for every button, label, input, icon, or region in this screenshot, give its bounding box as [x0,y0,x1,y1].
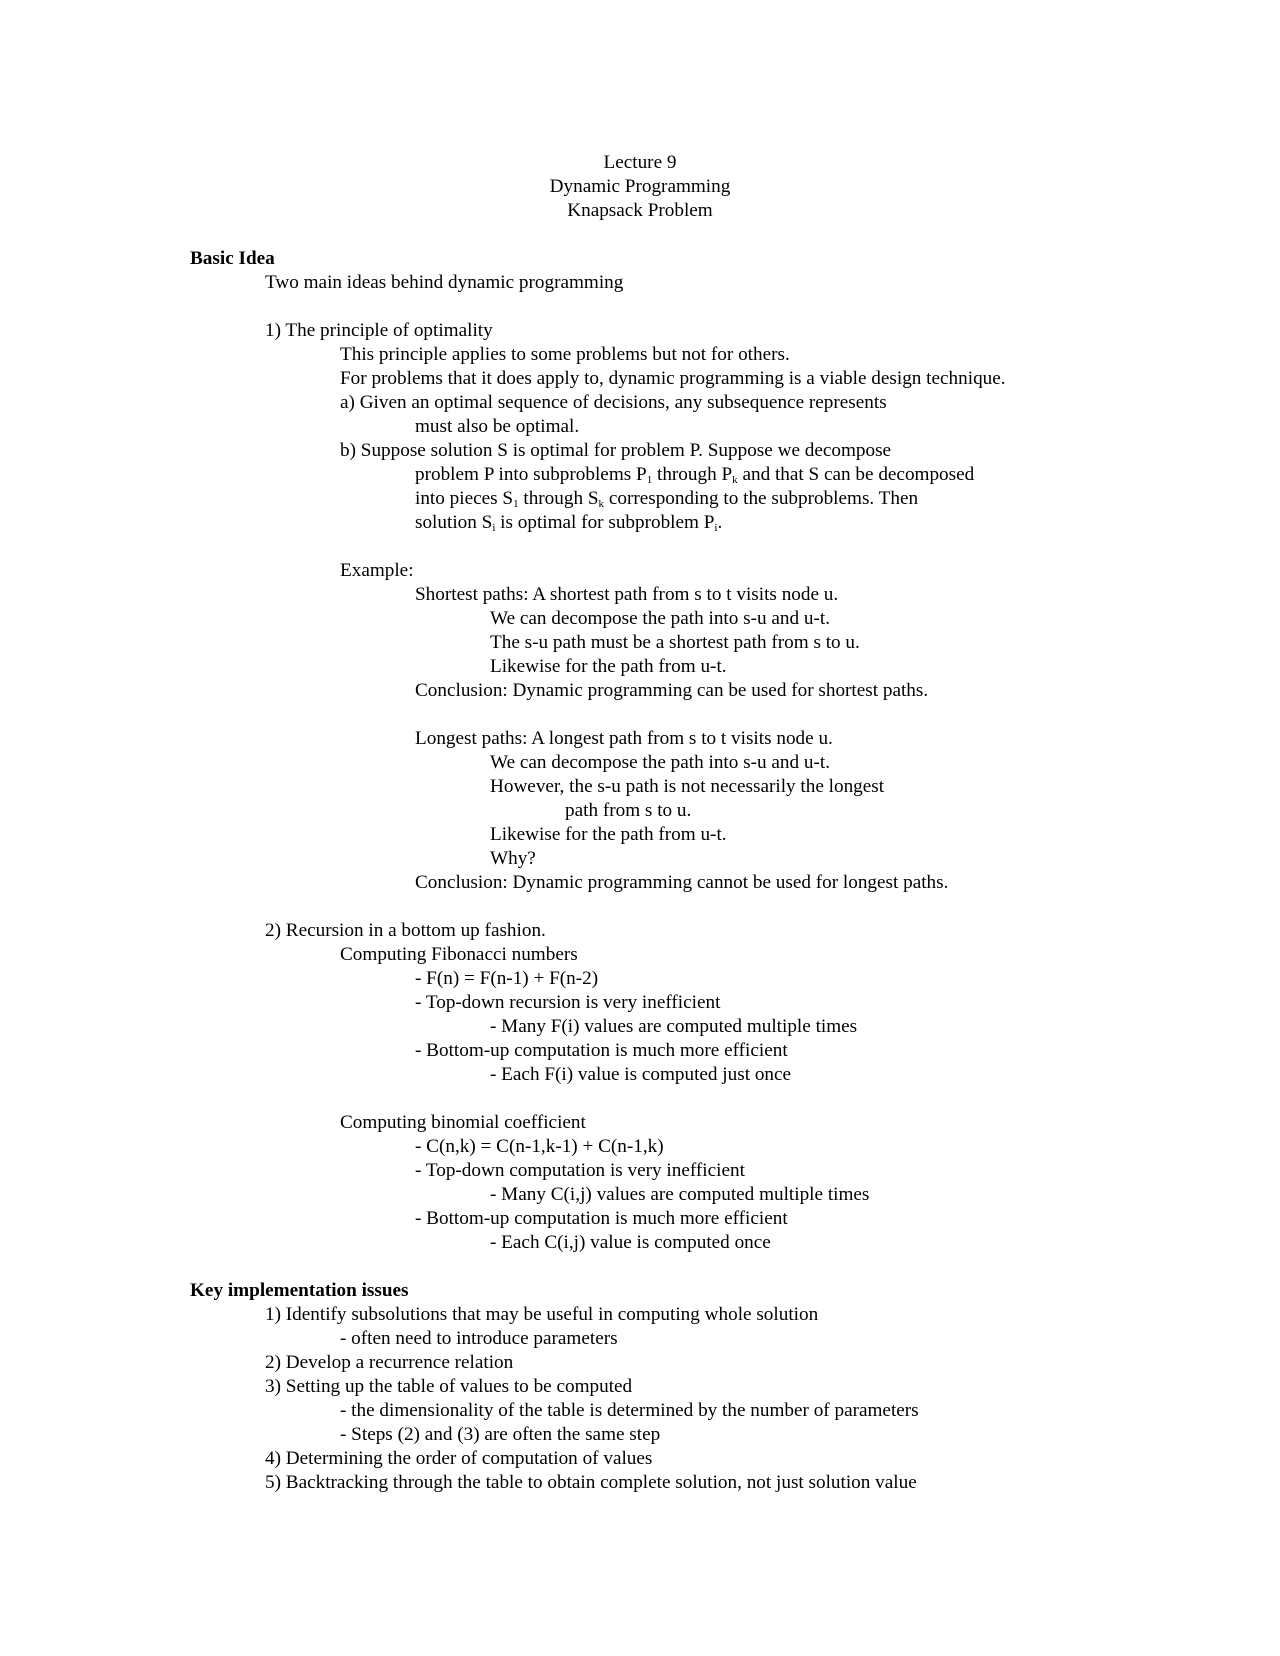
longest-paths-line-4: Likewise for the path from u-t. [490,824,727,845]
example-label: Example: [340,560,414,581]
fibonacci-line-4: - Bottom-up computation is much more efficient [415,1040,788,1061]
key-issue-2: 2) Develop a recurrence relation [265,1352,514,1373]
shortest-paths-line-3: Likewise for the path from u-t. [490,656,727,677]
key-issue-4: 4) Determining the order of computation of values [265,1448,653,1469]
key-issue-1-note: - often need to introduce parameters [340,1328,618,1349]
shortest-paths-title: Shortest paths: A shortest path from s to t visits node u. [415,584,839,605]
basic-idea-intro: Two main ideas behind dynamic programming [265,272,624,293]
fibonacci-line-3: - Many F(i) values are computed multiple times [490,1016,858,1037]
key-issues-heading: Key implementation issues [190,1280,409,1301]
binomial-title: Computing binomial coefficient [340,1112,586,1133]
longest-paths-line-1: We can decompose the path into s-u and u-t. [490,752,830,773]
principle-a-line-1: a) Given an optimal sequence of decisions, any subsequence represents [340,392,887,413]
longest-paths-conclusion: Conclusion: Dynamic programming cannot be used for longest paths. [415,872,949,893]
principle-b-line-1: b) Suppose solution S is optimal for problem P. Suppose we decompose [340,440,892,461]
key-issue-1: 1) Identify subsolutions that may be useful in computing whole solution [265,1304,819,1325]
recursion-title: 2) Recursion in a bottom up fashion. [265,920,546,941]
key-issue-5: 5) Backtracking through the table to obtain complete solution, not just solution value [265,1472,917,1493]
binomial-line-5: - Each C(i,j) value is computed once [490,1232,771,1253]
principle-line-2: For problems that it does apply to, dynamic programming is a viable design technique. [340,368,1006,389]
document-title-block [0,151,1280,223]
principle-line-1: This principle applies to some problems but not for others. [340,344,790,365]
longest-paths-line-2: However, the s-u path is not necessarily the longest [490,776,885,797]
binomial-line-2: - Top-down computation is very inefficient [415,1160,745,1181]
binomial-line-3: - Many C(i,j) values are computed multiple times [490,1184,870,1205]
principle-b-line-3: into pieces $S_1$ through $S_k$ corresponding to the subproblems. Then [415,488,919,510]
principle-b-line-2: problem P into subproblems $P_1$ through $P_k$ and that S can be decomposed [415,464,975,486]
principle-b-line-4: solution $S_i$ is optimal for subproblem $P_i$. [415,512,723,534]
fibonacci-title: Computing Fibonacci numbers [340,944,578,965]
longest-paths-title: Longest paths: A longest path from s to t visits node u. [415,728,833,749]
principle-a-line-2: must also be optimal. [415,416,580,437]
shortest-paths-line-1: We can decompose the path into s-u and u-t. [490,608,830,629]
longest-paths-line-5: Why? [490,848,536,869]
fibonacci-line-1: - F(n) = F(n-1) + F(n-2) [415,968,599,989]
binomial-line-4: - Bottom-up computation is much more efficient [415,1208,788,1229]
shortest-paths-conclusion: Conclusion: Dynamic programming can be used for shortest paths. [415,680,929,701]
key-issue-3-note-1: - the dimensionality of the table is determined by the number of parameters [340,1400,919,1421]
fibonacci-line-2: - Top-down recursion is very inefficient [415,992,721,1013]
longest-paths-line-3: path from s to u. [565,800,692,821]
principle-title: 1) The principle of optimality [265,320,493,341]
shortest-paths-line-2: The s-u path must be a shortest path from s to u. [490,632,860,653]
key-issue-3-note-2: - Steps (2) and (3) are often the same step [340,1424,661,1445]
basic-idea-heading: Basic Idea [190,248,275,269]
lecture-subtopic: Knapsack Problem [567,200,713,221]
lecture-topic: Dynamic Programming [549,176,731,197]
fibonacci-line-5: - Each F(i) value is computed just once [490,1064,792,1085]
lecture-number: Lecture 9 [603,152,677,173]
key-issue-3: 3) Setting up the table of values to be computed [265,1376,633,1397]
binomial-line-1: - C(n,k) = C(n-1,k-1) + C(n-1,k) [415,1136,664,1157]
